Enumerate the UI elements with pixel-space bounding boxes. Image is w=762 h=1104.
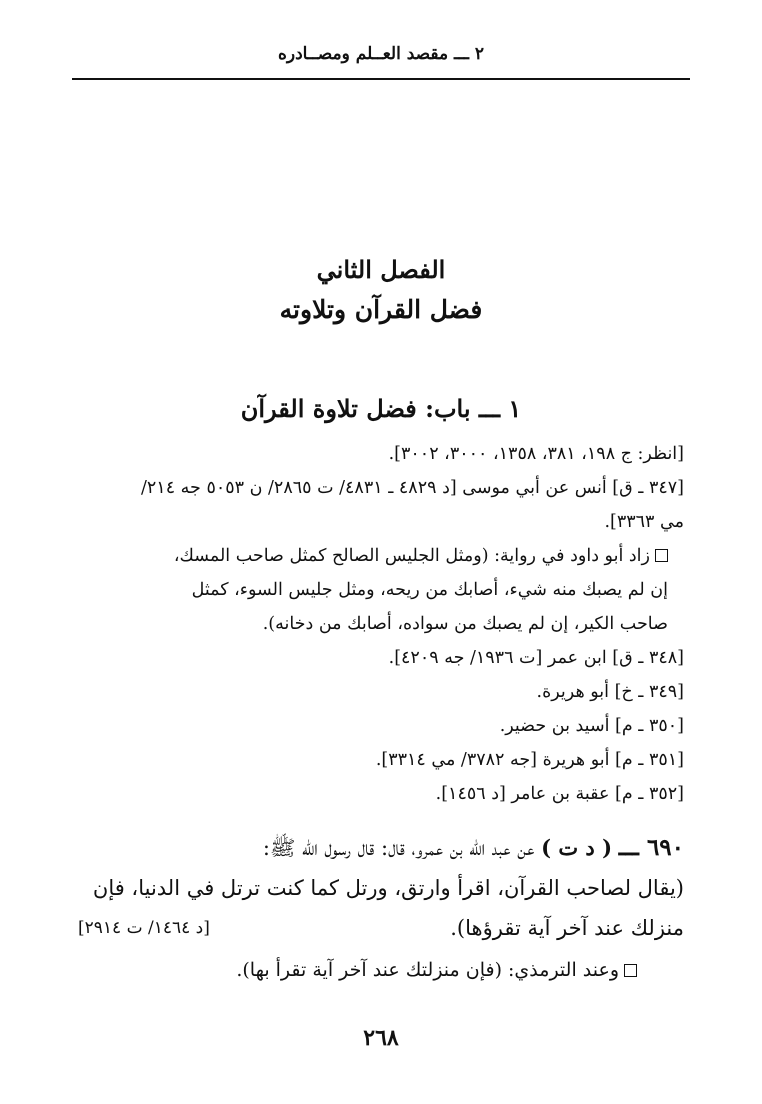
- running-header: ٢ ـــ مقصد العــلم ومصــادره: [277, 44, 485, 64]
- ref-348: [٣٤٨ ـ ق] ابن عمر [ت ١٩٣٦/ جه ٤٢٠٩].: [388, 648, 684, 668]
- hadith-reference: [د ١٤٦٤/ ت ٢٩١٤]: [78, 918, 210, 938]
- chapter-title: الفصل الثاني: [316, 255, 446, 284]
- ref-351: [٣٥١ ـ م] أبو هريرة [جه ٣٧٨٢/ مي ٣٣١٤].: [375, 750, 684, 770]
- ref-347-line-2: مي ٣٣٦٣].: [604, 512, 684, 532]
- ref-347-line-1: [٣٤٧ ـ ق] أنس عن أبي موسى [د ٤٨٢٩ ـ ٤٨٣١/ ت ٢٨٦٥/ ن ٥٠٥٣ جه ٢١٤/: [141, 478, 684, 498]
- hadith-690: [78, 828, 684, 948]
- hadith-line-3-text: منزلك عند آخر آية تقرؤها).: [450, 916, 684, 940]
- abu-dawud-note-line-2: إن لم يصبك منه شيء، أصابك من ريحه، ومثل جليس السوء، كمثل: [191, 580, 668, 600]
- abu-dawud-note-text-1: زاد أبو داود في رواية: (ومثل الجليس الصالح كمثل صاحب المسك،: [173, 546, 650, 566]
- references-block: [78, 471, 684, 811]
- square-marker-icon: [655, 549, 668, 562]
- hadith-line-2: (يقال لصاحب القرآن، اقرأ وارتق، ورتل كما كنت ترتل في الدنيا، فإن: [92, 876, 684, 900]
- ref-349: [٣٤٩ ـ خ] أبو هريرة.: [536, 682, 684, 702]
- ref-350: [٣٥٠ ـ م] أسيد بن حضير.: [499, 716, 684, 736]
- section-heading: ١ ـــ باب: فضل تلاوة القرآن: [240, 394, 522, 423]
- tirmidhi-note-text: وعند الترمذي: (فإن منزلتك عند آخر آية تقرأ بها).: [236, 959, 619, 981]
- hadith-line-1-text: عن عبد الله بن عمرو، قال: قال رسول الله ﷺ:: [262, 836, 535, 860]
- abu-dawud-note-line-3: صاحب الكير، إن لم يصبك من سواده، أصابك من دخانه).: [262, 614, 668, 634]
- tirmidhi-note: [78, 952, 637, 988]
- hadith-source: ( د ت ): [541, 835, 613, 860]
- hadith-line-3: [78, 908, 684, 948]
- abu-dawud-note-line-1: [78, 539, 668, 573]
- ref-352: [٣٥٢ ـ م] عقبة بن عامر [د ١٤٥٦].: [435, 784, 684, 804]
- chapter-subtitle: فضل القرآن وتلاوته: [279, 295, 483, 324]
- hadith-line-1: [78, 828, 684, 868]
- see-also-line: [انظر: ج ١٩٨، ٣٨١، ١٣٥٨، ٣٠٠٠، ٣٠٠٢].: [388, 444, 684, 464]
- page-number: ٢٦٨: [363, 1025, 399, 1051]
- square-marker-icon: [624, 964, 637, 977]
- hadith-number: ٦٩٠ ـــ: [618, 834, 684, 861]
- header-rule: [72, 78, 690, 80]
